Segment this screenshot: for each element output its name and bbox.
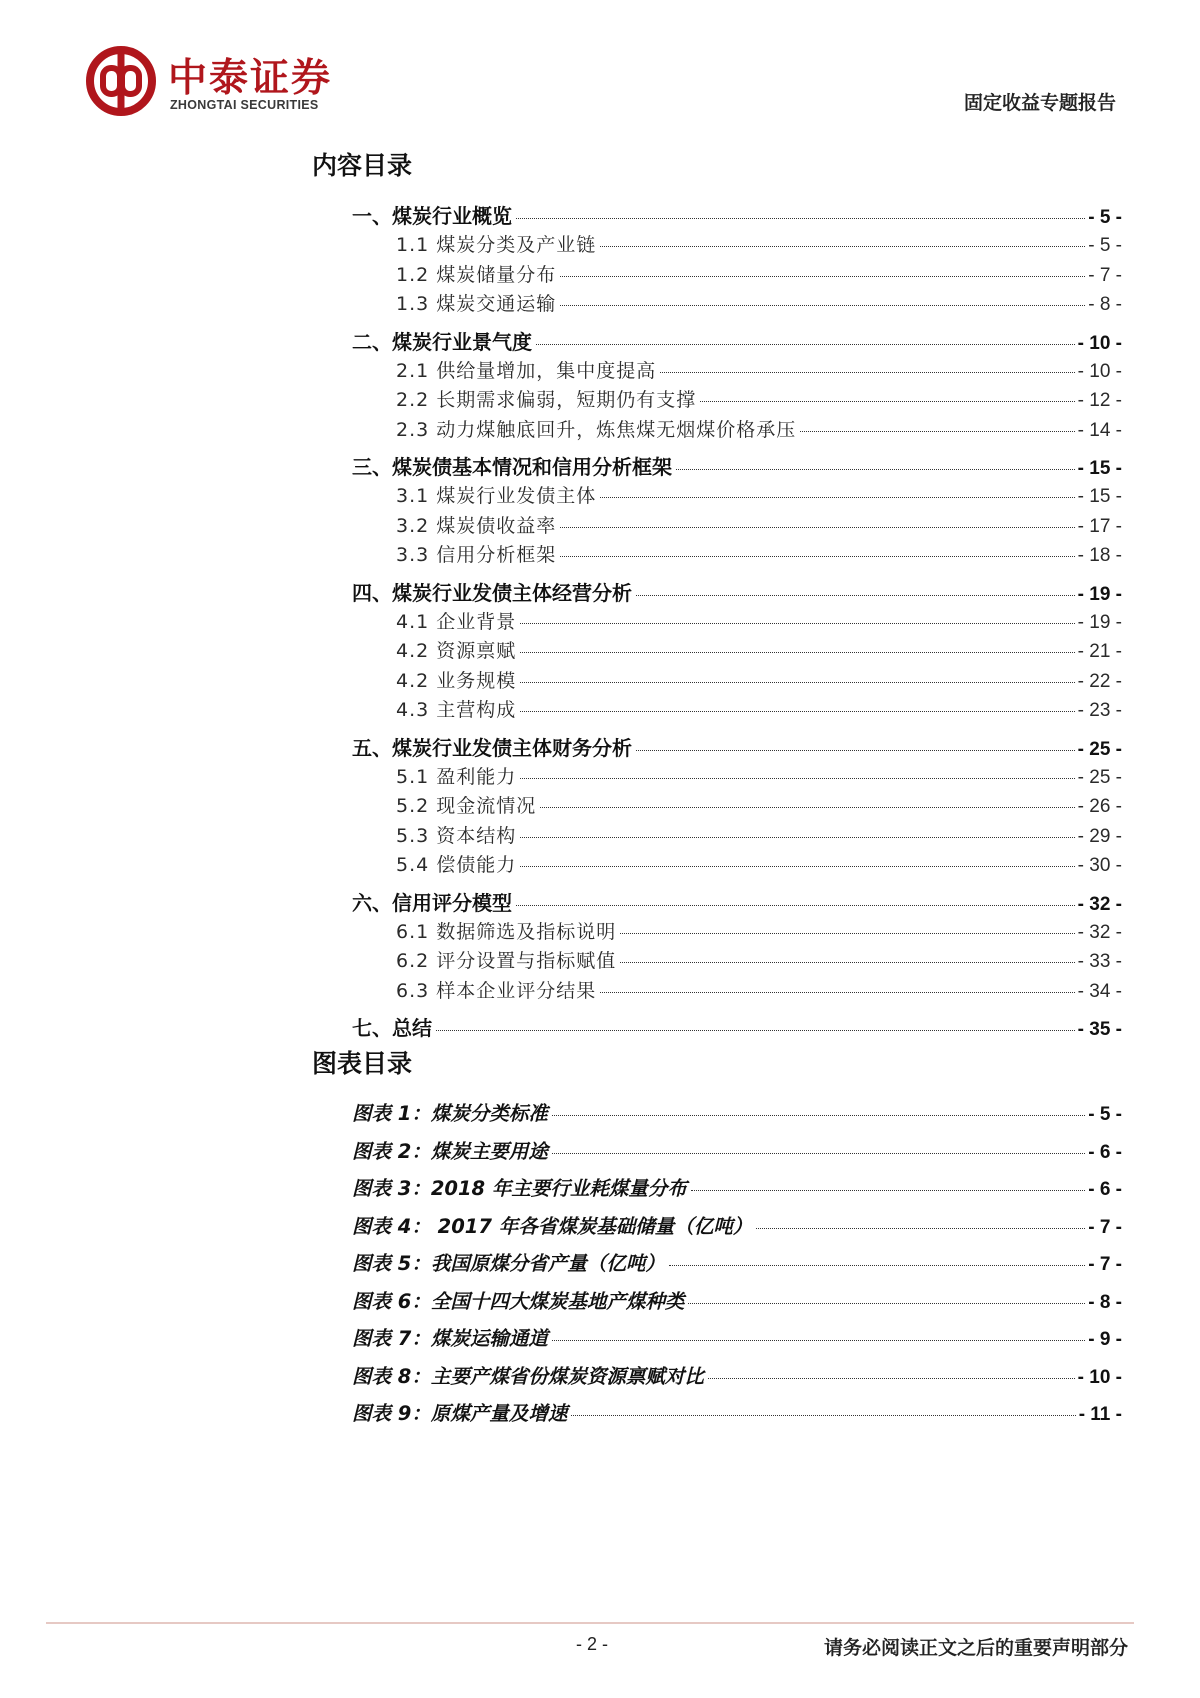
page-header: [0, 0, 1200, 130]
dot-leader: [636, 750, 1075, 751]
disclaimer-note: 请务必阅读正文之后的重要声明部分: [823, 1637, 1128, 1659]
toc-item-page: - 14 -: [1077, 419, 1122, 441]
figure-item-label: 图表 4： 2017 年各省煤炭基础储量（亿吨）: [352, 1214, 753, 1238]
toc-item-label: 2.3 动力煤触底回升，炼焦煤无烟煤价格承压: [396, 418, 797, 441]
figure-item[interactable]: [352, 1286, 1122, 1314]
toc-item-label: 4.2 业务规模: [396, 669, 517, 692]
dot-leader: [520, 682, 1074, 683]
figure-item-page: - 9 -: [1088, 1329, 1122, 1350]
toc-item[interactable]: [396, 607, 1122, 634]
toc-section-page: - 5 -: [1088, 207, 1122, 228]
toc-section-label: 一、煤炭行业概览: [352, 204, 512, 228]
dot-leader: [600, 246, 1085, 247]
toc-item-page: - 34 -: [1077, 980, 1122, 1002]
toc-section-label: 二、煤炭行业景气度: [352, 329, 532, 354]
toc-item-label: 5.1 盈利能力: [396, 765, 517, 788]
figure-item-page: - 5 -: [1088, 1104, 1122, 1125]
logo-chinese-name: 中泰证券: [168, 56, 333, 101]
toc-section-label: 三、煤炭债基本情况和信用分析框架: [352, 455, 672, 479]
toc-section-label: 七、总结: [352, 1016, 432, 1040]
figure-item-label: 图表 2：煤炭主要用途: [352, 1139, 548, 1163]
toc-item[interactable]: [396, 917, 1122, 944]
toc-section[interactable]: [352, 200, 1122, 229]
dot-leader: [552, 1340, 1085, 1341]
figure-item[interactable]: [352, 1248, 1122, 1276]
dot-leader: [536, 344, 1075, 345]
toc-section-label: 六、信用评分模型: [352, 890, 512, 915]
dot-leader: [636, 595, 1075, 596]
toc-section[interactable]: [352, 451, 1122, 480]
toc-item-page: - 7 -: [1088, 264, 1122, 286]
figure-item-label: 图表 1：煤炭分类标准: [352, 1102, 548, 1125]
toc-item-label: 1.1 煤炭分类及产业链: [396, 234, 597, 256]
toc-item-label: 3.3 信用分析框架: [396, 544, 557, 566]
dot-leader: [516, 905, 1075, 906]
toc-item-page: - 15 -: [1077, 486, 1122, 507]
toc-section-label: 五、煤炭行业发债主体财务分析: [352, 735, 632, 760]
toc-item-page: - 26 -: [1077, 796, 1122, 817]
toc-item-page: - 23 -: [1077, 700, 1122, 721]
toc-item[interactable]: [396, 666, 1122, 693]
toc-item[interactable]: [396, 540, 1122, 567]
toc-section-label: 四、煤炭行业发债主体经营分析: [352, 580, 632, 605]
toc-item-label: 6.1 数据筛选及指标说明: [396, 920, 617, 943]
dot-leader: [600, 497, 1074, 498]
dot-leader: [691, 1190, 1085, 1191]
toc-section-page: - 10 -: [1077, 332, 1122, 354]
toc-item-label: 3.2 煤炭债收益率: [396, 514, 557, 537]
dot-leader: [708, 1378, 1075, 1379]
figure-item-page: - 8 -: [1088, 1291, 1122, 1313]
toc-item-page: - 17 -: [1077, 515, 1122, 537]
toc-section-page: - 35 -: [1077, 1019, 1122, 1040]
toc-item-page: - 22 -: [1077, 670, 1122, 692]
toc-item-page: - 21 -: [1077, 641, 1122, 662]
figure-item[interactable]: [352, 1098, 1122, 1126]
toc-item[interactable]: [396, 511, 1122, 538]
toc-item-page: - 10 -: [1077, 360, 1122, 382]
dot-leader: [436, 1030, 1075, 1031]
dot-leader: [700, 401, 1074, 402]
figure-item[interactable]: [352, 1323, 1122, 1351]
dot-leader: [552, 1115, 1085, 1116]
figure-item[interactable]: [352, 1211, 1122, 1239]
dot-leader: [660, 372, 1074, 373]
dot-leader: [560, 276, 1085, 277]
toc-item-page: - 33 -: [1077, 951, 1122, 972]
figure-item[interactable]: [352, 1173, 1122, 1201]
dot-leader: [520, 623, 1074, 624]
dot-leader: [676, 469, 1075, 470]
toc-item-label: 4.3 主营构成: [396, 699, 517, 721]
toc-item-page: - 30 -: [1077, 855, 1122, 876]
toc-item-page: - 5 -: [1088, 235, 1122, 256]
toc-section[interactable]: [352, 577, 1122, 606]
toc-item[interactable]: [396, 821, 1122, 848]
figure-item[interactable]: [352, 1361, 1122, 1389]
toc-item-label: 6.2 评分设置与指标赋值: [396, 950, 617, 972]
toc-item-label: 4.2 资源禀赋: [396, 640, 517, 662]
toc-item[interactable]: [396, 791, 1122, 818]
figure-item-page: - 11 -: [1078, 1404, 1122, 1425]
figure-item-page: - 10 -: [1077, 1366, 1122, 1388]
toc-item[interactable]: [396, 356, 1122, 383]
dot-leader: [516, 218, 1085, 219]
figure-item-label: 图表 3：2018 年主要行业耗煤量分布: [352, 1177, 687, 1200]
toc-item[interactable]: [396, 762, 1122, 789]
toc-section-page: - 15 -: [1077, 458, 1122, 479]
figure-item[interactable]: [352, 1398, 1122, 1426]
toc-item-page: - 32 -: [1077, 921, 1122, 943]
toc-item[interactable]: [396, 695, 1122, 722]
toc-item[interactable]: [396, 481, 1122, 508]
toc-item-label: 6.3 样本企业评分结果: [396, 979, 597, 1002]
dot-leader: [800, 431, 1074, 432]
figure-item-label: 图表 9：原煤产量及增速: [352, 1402, 568, 1425]
company-logo: [86, 46, 416, 122]
figure-item-page: - 6 -: [1088, 1141, 1122, 1163]
toc-item-label: 5.4 偿债能力: [396, 854, 517, 876]
toc-item-page: - 12 -: [1077, 390, 1122, 411]
figure-item-label: 图表 5：我国原煤分省产量（亿吨）: [352, 1252, 665, 1275]
toc-item-page: - 8 -: [1088, 294, 1122, 315]
toc-item-label: 2.1 供给量增加，集中度提高: [396, 359, 657, 382]
toc-item-label: 2.2 长期需求偏弱，短期仍有支撑: [396, 389, 697, 411]
dot-leader: [756, 1228, 1085, 1229]
toc-item-label: 3.1 煤炭行业发债主体: [396, 485, 597, 507]
toc-item[interactable]: [396, 946, 1122, 973]
toc-item-label: 4.1 企业背景: [396, 610, 517, 633]
toc-item-page: - 19 -: [1077, 611, 1122, 633]
dot-leader: [620, 962, 1074, 963]
toc-item[interactable]: [396, 385, 1122, 412]
footer-divider: [46, 1622, 1134, 1624]
figure-item-page: - 7 -: [1088, 1254, 1122, 1275]
toc-item[interactable]: [396, 636, 1122, 663]
dot-leader: [688, 1303, 1085, 1304]
toc-section-page: - 25 -: [1077, 738, 1122, 760]
figure-item[interactable]: [352, 1136, 1122, 1164]
toc-item[interactable]: [396, 260, 1122, 287]
figure-item-page: - 7 -: [1088, 1216, 1122, 1238]
toc-section-page: - 19 -: [1077, 583, 1122, 605]
toc-section[interactable]: [352, 326, 1122, 355]
dot-leader: [520, 837, 1074, 838]
toc-item-page: - 29 -: [1077, 825, 1122, 847]
figure-item-label: 图表 6：全国十四大煤炭基地产煤种类: [352, 1289, 685, 1313]
toc-item-label: 1.3 煤炭交通运输: [396, 293, 557, 315]
figure-item-label: 图表 8：主要产煤省份煤炭资源禀赋对比: [352, 1364, 704, 1388]
toc-item[interactable]: [396, 850, 1122, 877]
figure-list-title: 图表目录: [312, 1049, 413, 1078]
dot-leader: [540, 807, 1074, 808]
dot-leader: [560, 305, 1085, 306]
zhongtai-logo-icon: [86, 46, 156, 116]
toc-title: 内容目录: [312, 151, 413, 180]
dot-leader: [520, 778, 1074, 779]
page-number: - 2 -: [576, 1634, 609, 1654]
toc-item-page: - 18 -: [1077, 545, 1122, 566]
dot-leader: [620, 933, 1074, 934]
toc-section[interactable]: [352, 1012, 1122, 1041]
toc-section-page: - 32 -: [1077, 893, 1122, 915]
toc-item[interactable]: [396, 415, 1122, 442]
toc-item[interactable]: [396, 289, 1122, 316]
toc-section[interactable]: [352, 887, 1122, 916]
dot-leader: [560, 527, 1074, 528]
toc-item-label: 5.2 现金流情况: [396, 795, 537, 817]
toc-item[interactable]: [396, 976, 1122, 1003]
dot-leader: [560, 556, 1074, 557]
report-type: 固定收益专题报告: [963, 92, 1116, 114]
toc-item[interactable]: [396, 230, 1122, 257]
dot-leader: [552, 1153, 1085, 1154]
toc-item-label: 1.2 煤炭储量分布: [396, 263, 557, 286]
dot-leader: [571, 1415, 1075, 1416]
dot-leader: [520, 711, 1074, 712]
figure-item-label: 图表 7：煤炭运输通道: [352, 1327, 548, 1350]
dot-leader: [669, 1265, 1085, 1266]
toc-item-page: - 25 -: [1077, 766, 1122, 788]
toc-item-label: 5.3 资本结构: [396, 824, 517, 847]
logo-english-name: ZHONGTAI SECURITIES: [170, 98, 319, 112]
figure-item-page: - 6 -: [1088, 1179, 1122, 1200]
dot-leader: [520, 866, 1074, 867]
dot-leader: [520, 652, 1074, 653]
dot-leader: [600, 992, 1074, 993]
toc-section[interactable]: [352, 732, 1122, 761]
